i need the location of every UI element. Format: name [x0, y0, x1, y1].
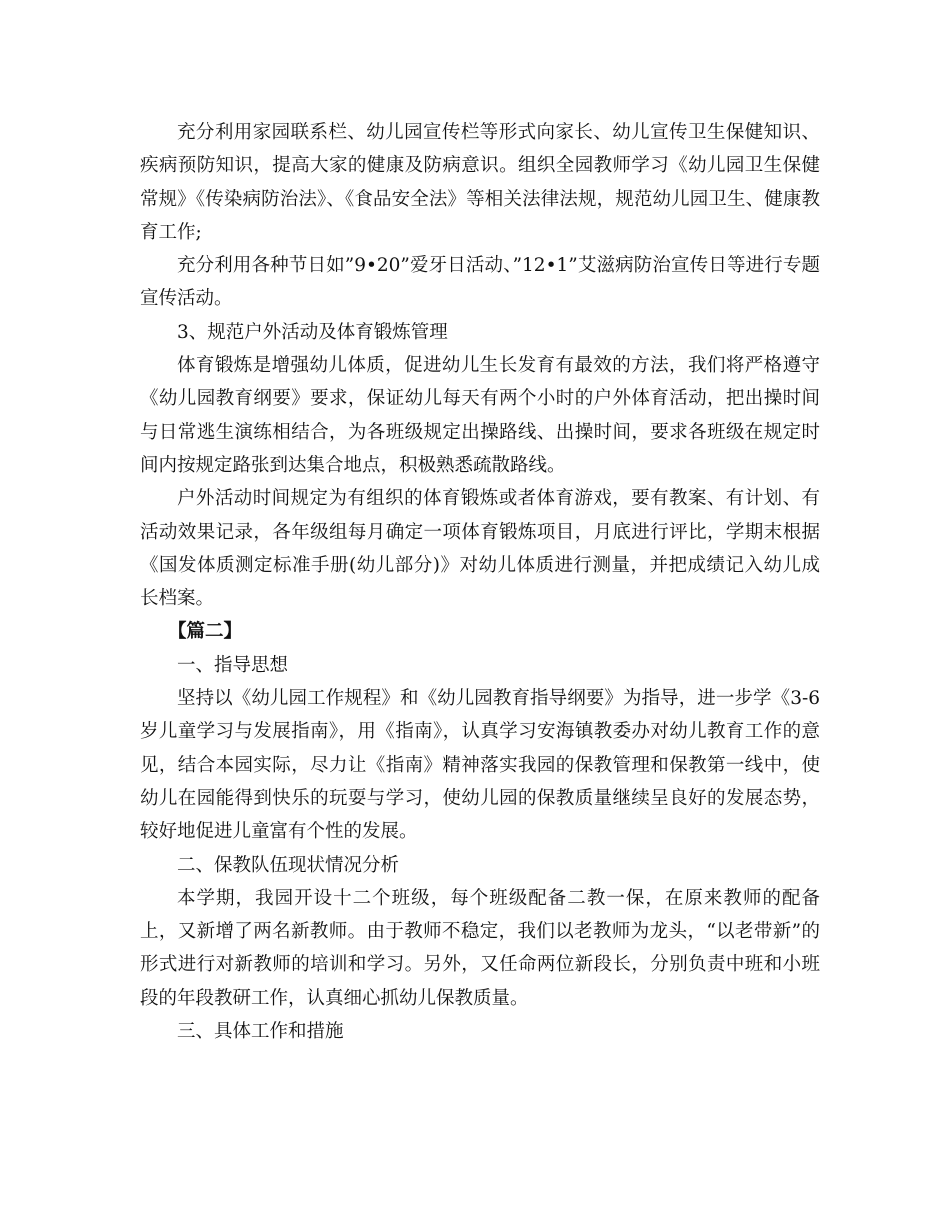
paragraph-outdoor-time: 户外活动时间规定为有组织的体育锻炼或者体育游戏，要有教案、有计划、有活动效果记录，各年级组每月确定一项体育锻炼项目，月底进行评比，学期末根据《国发体质测定标准手册(幼儿部分)》对幼儿体质进行测量，并把成绩记入幼儿成长档案。	[140, 488, 820, 610]
paragraph-guiding-ideology: 坚持以《幼儿园工作规程》和《幼儿园教育指导纲要》为指导，进一步学《3-6岁儿童学习与发展指南》，用《指南》，认真学习安海镇教委办对幼儿教育工作的意见，结合本园实际，尽力让《指南》精神落实我园的保教管理和保教第一线中，使幼儿在园能得到快乐的玩耍与学习，使幼儿园的保教质量继续呈良好的发展态势，较好地促进儿童富有个性的发展。	[140, 688, 820, 843]
paragraph-physical-exercise: 体育锻炼是增强幼儿体质，促进幼儿生长发育有最效的方法，我们将严格遵守《幼儿园教育纲要》要求，保证幼儿每天有两个小时的户外体育活动，把出操时间与日常逃生演练相结合，为各班级规定出操路线、出操时间，要求各班级在规定时间内按规定路张到达集合地点，积极熟悉疏散路线。	[140, 355, 820, 476]
heading-outdoor-activities: 3、规范户外活动及体育锻炼管理	[177, 321, 448, 343]
heading-staff-analysis: 二、保教队伍现状情况分析	[177, 854, 400, 876]
heading-guiding-ideology: 一、指导思想	[177, 654, 289, 676]
paragraph-staff-analysis: 本学期，我园开设十二个班级，每个班级配备二教一保，在原来教师的配备上，又新增了两名新教师。由于教师不稳定，我们以老教师为龙头，“以老带新”的形式进行对新教师的培训和学习。另外，又任命两位新段长，分别负责中班和小班段的年段教研工作，认真细心抓幼儿保教质量。	[140, 887, 820, 1009]
heading-specific-work: 三、具体工作和措施	[177, 1021, 344, 1043]
section-tag-part-two: 【篇二】	[168, 621, 243, 643]
paragraph-festival-activities: 充分利用各种节日如”9•20”爱牙日活动、”12•1”艾滋病防治宣传日等进行专题宣传活动。	[140, 255, 820, 310]
paragraph-health-publicity: 充分利用家园联系栏、幼儿园宣传栏等形式向家长、幼儿宣传卫生保健知识、疾病预防知识，提高大家的健康及防病意识。组织全园教师学习《幼儿园卫生保健常规》《传染病防治法》、《食品安全法》等相关法律法规，规范幼儿园卫生、健康教育工作;	[140, 122, 820, 243]
document-body	[140, 116, 820, 1048]
